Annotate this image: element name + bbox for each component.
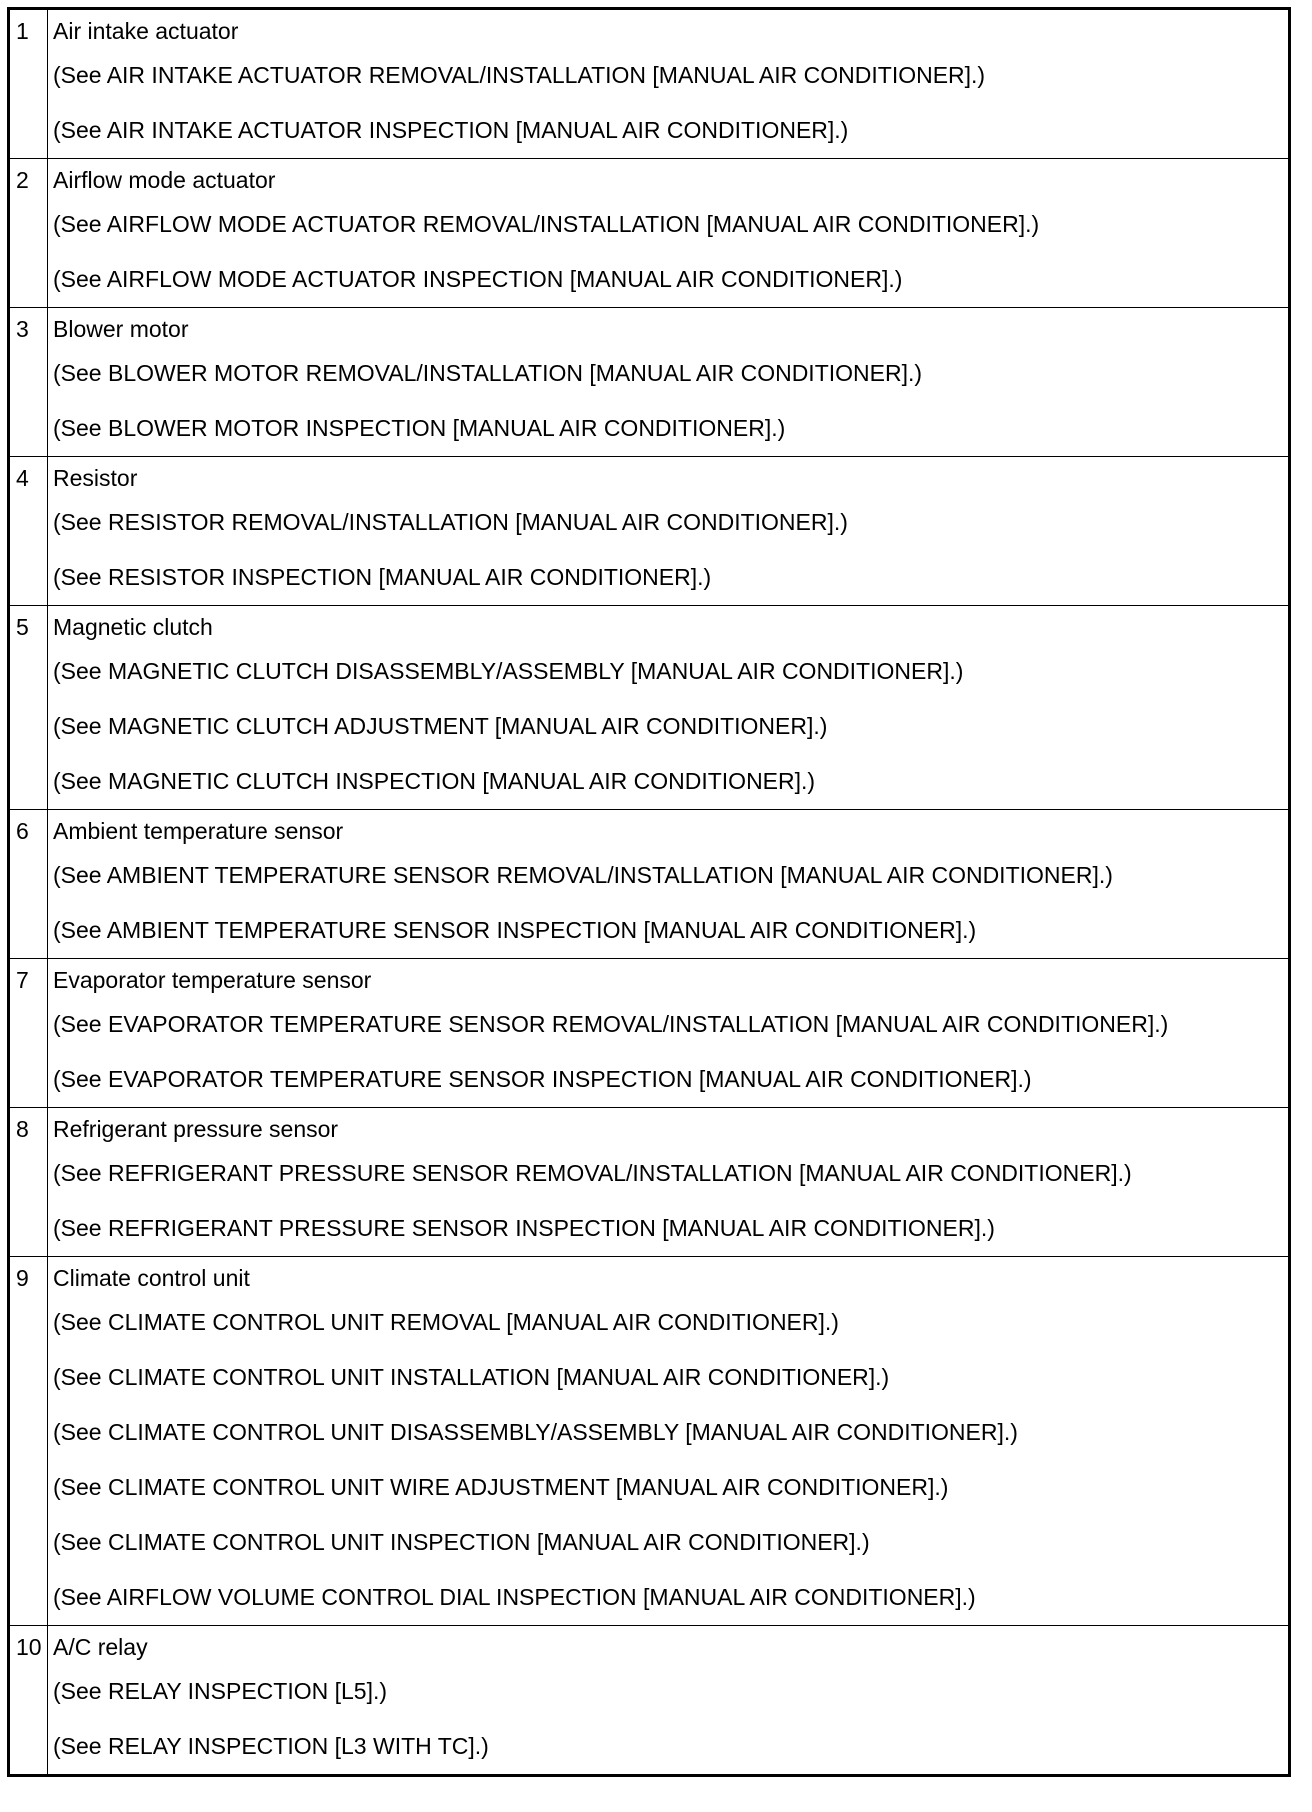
table-row — [10, 307, 1288, 456]
reference-link[interactable]: (See EVAPORATOR TEMPERATURE SENSOR INSPECTION [MANUAL AIR CONDITIONER].) — [53, 1066, 1032, 1092]
reference-link[interactable]: (See REFRIGERANT PRESSURE SENSOR INSPECTION [MANUAL AIR CONDITIONER].) — [53, 1215, 995, 1241]
table-row — [10, 1625, 1288, 1774]
reference-link[interactable]: (See MAGNETIC CLUTCH DISASSEMBLY/ASSEMBLY [MANUAL AIR CONDITIONER].) — [53, 658, 964, 684]
row-content — [48, 1257, 1288, 1625]
row-number: 10 — [10, 1626, 48, 1774]
table-row — [10, 456, 1288, 605]
table-row — [10, 605, 1288, 809]
row-content — [48, 1108, 1288, 1256]
component-title: Climate control unit — [53, 1265, 250, 1291]
row-number: 9 — [10, 1257, 48, 1625]
row-number: 3 — [10, 308, 48, 456]
table-row — [10, 958, 1288, 1107]
row-content — [48, 959, 1288, 1107]
reference-link[interactable]: (See MAGNETIC CLUTCH ADJUSTMENT [MANUAL AIR CONDITIONER].) — [53, 713, 828, 739]
reference-link[interactable]: (See AMBIENT TEMPERATURE SENSOR INSPECTION [MANUAL AIR CONDITIONER].) — [53, 917, 977, 943]
component-title: Air intake actuator — [53, 18, 239, 44]
row-content — [48, 810, 1288, 958]
table-row — [10, 1107, 1288, 1256]
row-content — [48, 457, 1288, 605]
row-content — [48, 10, 1288, 158]
row-number: 7 — [10, 959, 48, 1107]
component-title: Refrigerant pressure sensor — [53, 1116, 339, 1142]
row-number: 2 — [10, 159, 48, 307]
reference-link[interactable]: (See AIR INTAKE ACTUATOR REMOVAL/INSTALLATION [MANUAL AIR CONDITIONER].) — [53, 62, 986, 88]
reference-link[interactable]: (See CLIMATE CONTROL UNIT REMOVAL [MANUAL AIR CONDITIONER].) — [53, 1309, 839, 1335]
reference-link[interactable]: (See CLIMATE CONTROL UNIT WIRE ADJUSTMENT [MANUAL AIR CONDITIONER].) — [53, 1474, 949, 1500]
table-row — [10, 158, 1288, 307]
component-title: A/C relay — [53, 1634, 148, 1660]
component-title: Ambient temperature sensor — [53, 818, 344, 844]
table-row — [10, 10, 1288, 158]
component-title: Blower motor — [53, 316, 189, 342]
reference-link[interactable]: (See CLIMATE CONTROL UNIT INSPECTION [MANUAL AIR CONDITIONER].) — [53, 1529, 870, 1555]
reference-link[interactable]: (See CLIMATE CONTROL UNIT DISASSEMBLY/ASSEMBLY [MANUAL AIR CONDITIONER].) — [53, 1419, 1018, 1445]
reference-link[interactable]: (See BLOWER MOTOR REMOVAL/INSTALLATION [MANUAL AIR CONDITIONER].) — [53, 360, 923, 386]
reference-link[interactable]: (See AIRFLOW MODE ACTUATOR REMOVAL/INSTALLATION [MANUAL AIR CONDITIONER].) — [53, 211, 1040, 237]
row-number: 4 — [10, 457, 48, 605]
component-title: Airflow mode actuator — [53, 167, 276, 193]
component-reference-table — [7, 7, 1291, 1777]
reference-link[interactable]: (See AIR INTAKE ACTUATOR INSPECTION [MANUAL AIR CONDITIONER].) — [53, 117, 849, 143]
reference-link[interactable]: (See EVAPORATOR TEMPERATURE SENSOR REMOVAL/INSTALLATION [MANUAL AIR CONDITIONER].) — [53, 1011, 1169, 1037]
reference-link[interactable]: (See RELAY INSPECTION [L5].) — [53, 1678, 388, 1704]
component-title: Evaporator temperature sensor — [53, 967, 372, 993]
table-row — [10, 1256, 1288, 1625]
reference-link[interactable]: (See REFRIGERANT PRESSURE SENSOR REMOVAL/INSTALLATION [MANUAL AIR CONDITIONER].) — [53, 1160, 1132, 1186]
reference-link[interactable]: (See AIRFLOW MODE ACTUATOR INSPECTION [MANUAL AIR CONDITIONER].) — [53, 266, 903, 292]
reference-link[interactable]: (See CLIMATE CONTROL UNIT INSTALLATION [MANUAL AIR CONDITIONER].) — [53, 1364, 890, 1390]
reference-link[interactable]: (See RELAY INSPECTION [L3 WITH TC].) — [53, 1733, 489, 1759]
row-content — [48, 308, 1288, 456]
table-row — [10, 809, 1288, 958]
row-content — [48, 159, 1288, 307]
row-content — [48, 606, 1288, 809]
reference-link[interactable]: (See BLOWER MOTOR INSPECTION [MANUAL AIR CONDITIONER].) — [53, 415, 786, 441]
row-content — [48, 1626, 1288, 1774]
reference-link[interactable]: (See AIRFLOW VOLUME CONTROL DIAL INSPECTION [MANUAL AIR CONDITIONER].) — [53, 1584, 976, 1610]
component-title: Magnetic clutch — [53, 614, 213, 640]
reference-link[interactable]: (See RESISTOR REMOVAL/INSTALLATION [MANUAL AIR CONDITIONER].) — [53, 509, 848, 535]
row-number: 1 — [10, 10, 48, 158]
reference-link[interactable]: (See MAGNETIC CLUTCH INSPECTION [MANUAL AIR CONDITIONER].) — [53, 768, 816, 794]
reference-link[interactable]: (See AMBIENT TEMPERATURE SENSOR REMOVAL/INSTALLATION [MANUAL AIR CONDITIONER].) — [53, 862, 1113, 888]
component-title: Resistor — [53, 465, 138, 491]
row-number: 8 — [10, 1108, 48, 1256]
reference-link[interactable]: (See RESISTOR INSPECTION [MANUAL AIR CONDITIONER].) — [53, 564, 712, 590]
row-number: 6 — [10, 810, 48, 958]
row-number: 5 — [10, 606, 48, 809]
